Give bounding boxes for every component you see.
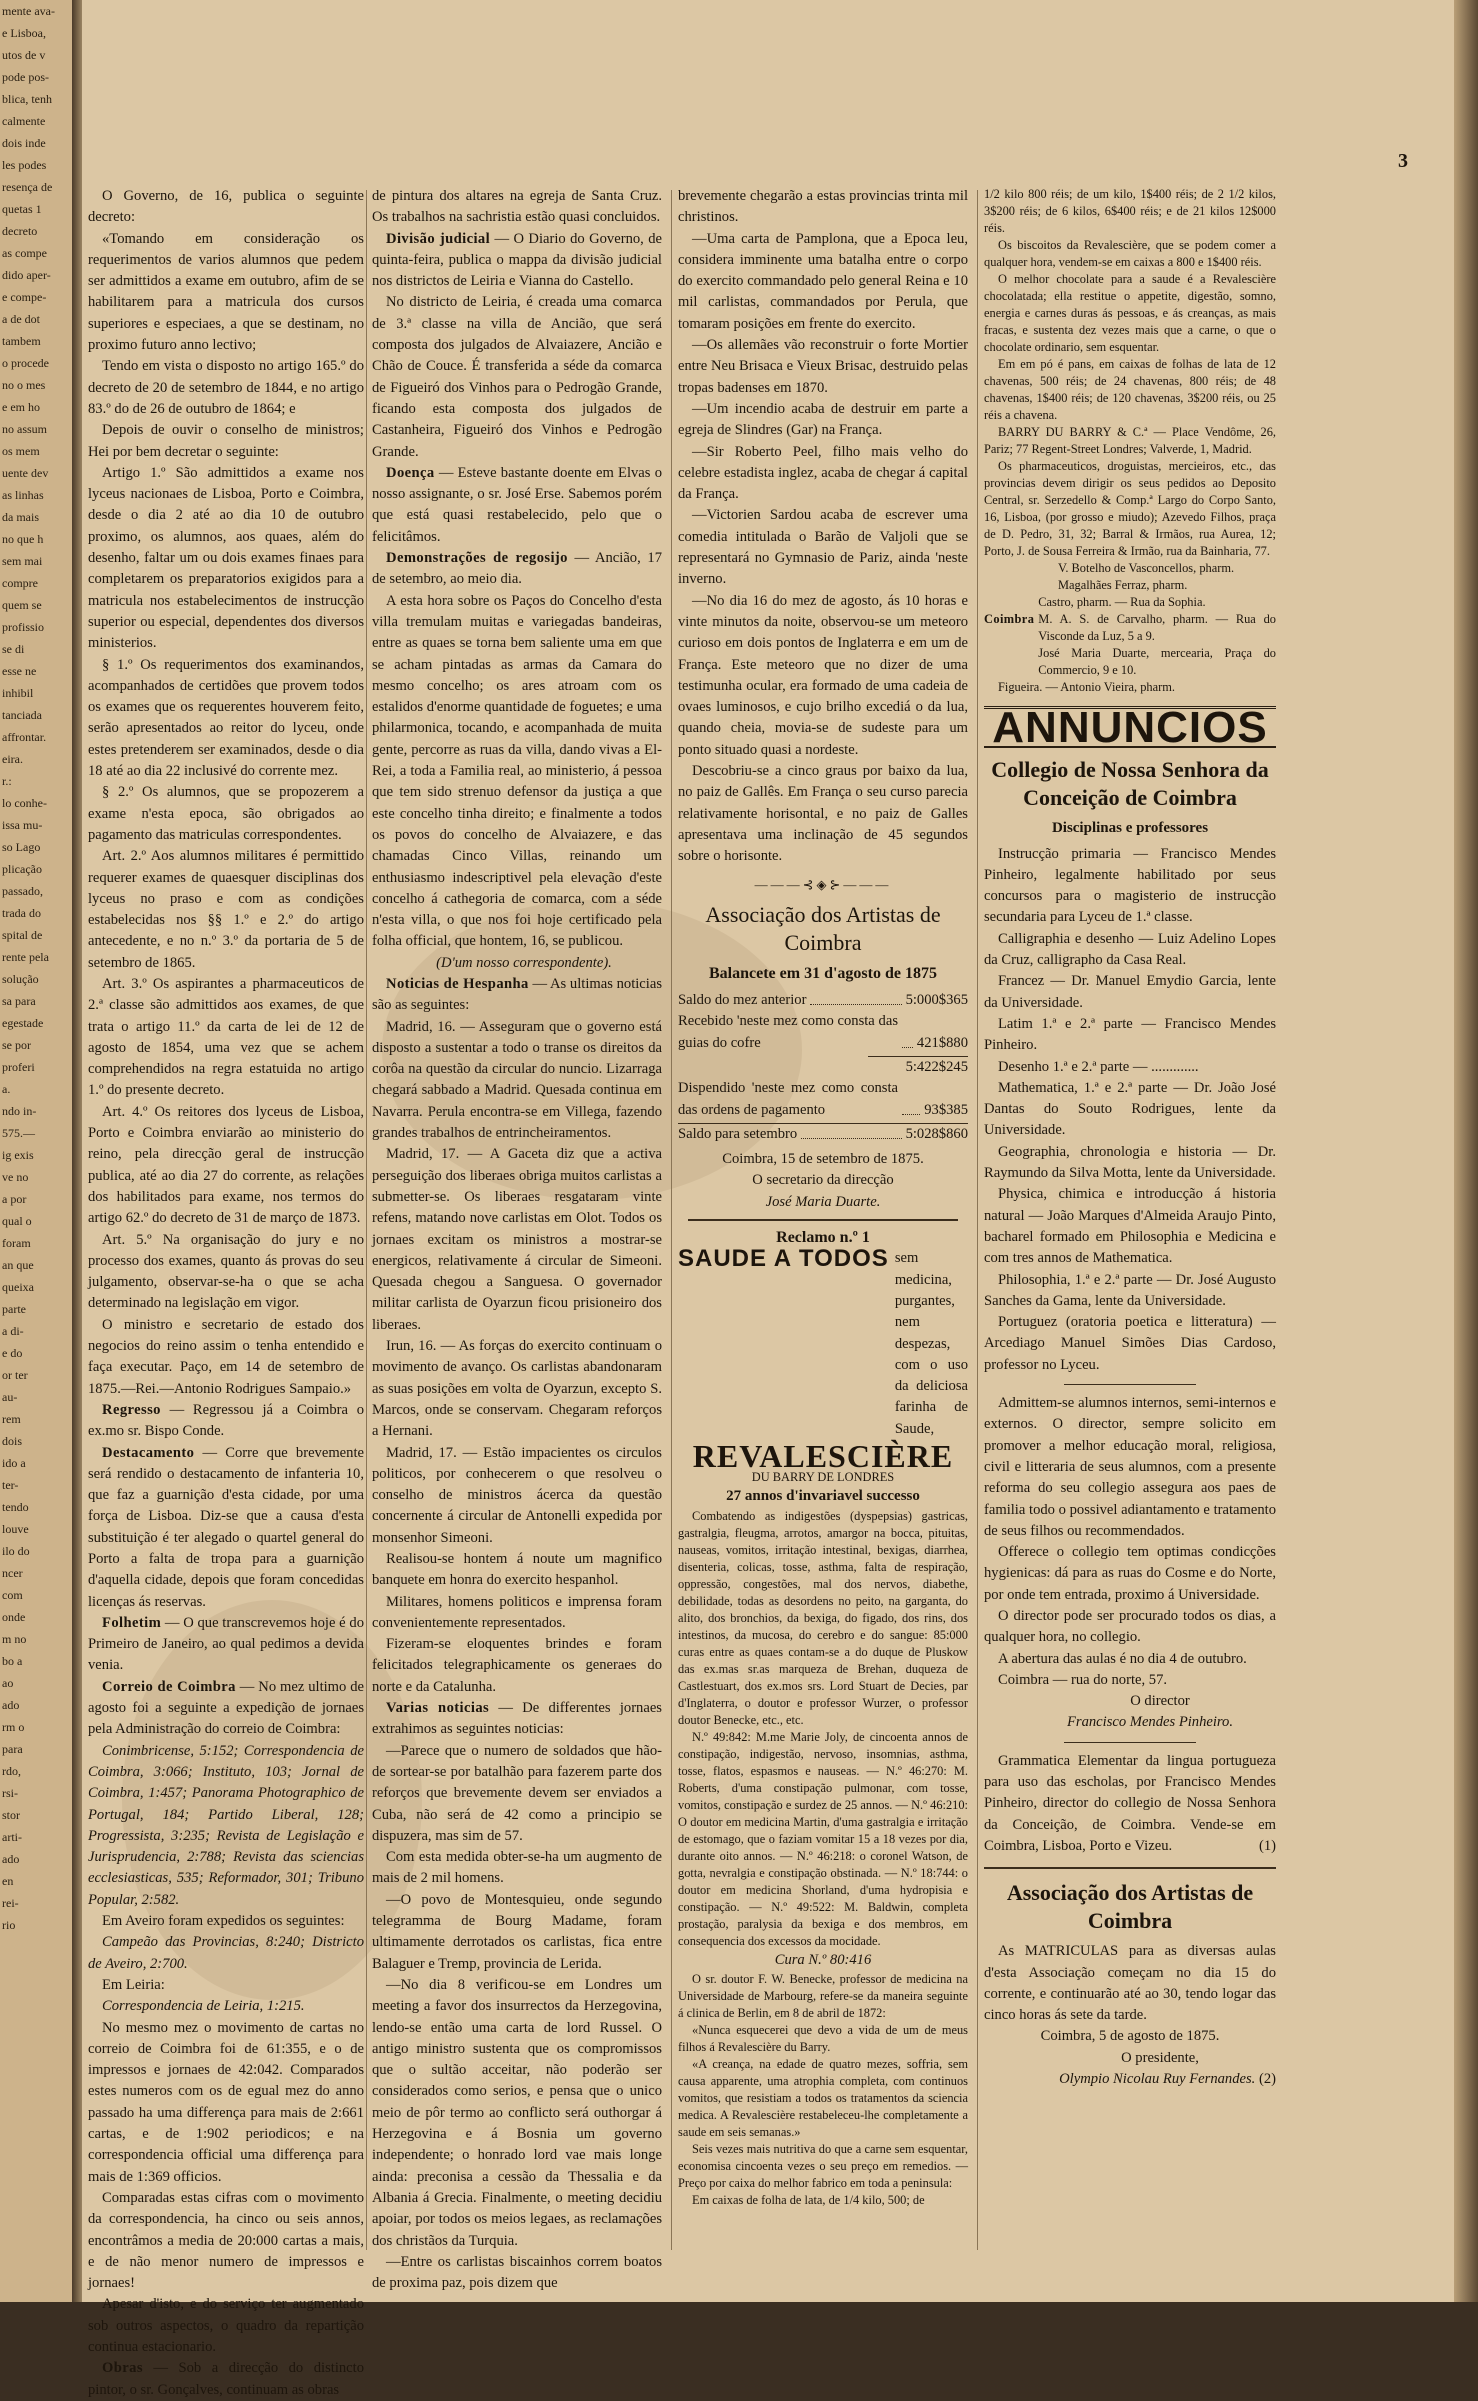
signature-line (984, 2069, 1276, 2090)
prev-page-fragment: an que (2, 1258, 34, 1272)
prev-page-fragment: rem (2, 1412, 21, 1426)
article-paragraph: § 1.º Os requerimentos dos examinandos, acompanhados de certidões que provem todos os exames que os requerentes houverem feito, serão apresentados ao reitor do lyceu, onde estes pretenderem ser examinados, desde o dia 18 até ao dia 22 inclusivé do corrente mez. (88, 656, 364, 780)
heading: Regresso (102, 1401, 161, 1418)
row-value: 421$880 (916, 1034, 968, 1051)
prev-page-fragment: rm o (2, 1720, 25, 1734)
article-paragraph: Art. 3.º Os aspirantes a pharmaceuticos de 2.ª classe são admittidos aos exames, de que trata o artigo 11.º da carta de lei de 12 de agosto de 1854, uma vez que se achem comprehendidos na regra estatuida no artigo 1.º do presente decreto. (88, 975, 364, 1099)
prev-page-fragment: solução (2, 972, 39, 986)
discipline-item: Geographia, chronologia e historia — Dr. Raymundo da Silva Motta, lente da Universidade. (984, 1143, 1276, 1182)
article-paragraph: Art. 4.º Os reitores dos lyceus de Lisboa, Porto e Coimbra enviarão ao ministerio do reino, pela direcção geral de instrucção publica, até ao dia 27 do corrente, as relações dos habilitados para exame, nos termos do artigo 62.º do decreto de 31 de março de 1873. (88, 1103, 364, 1227)
ad-paragraph: Castro, pharm. — Rua da Sophia. (1038, 595, 1206, 609)
ad-number: (1) (1258, 1837, 1276, 1854)
article-paragraph: O ministro e secretario de estado dos negocios do reino assim o tenha entendido e faça executar. Paço, em 14 de setembro de 1875.—Rei.—Antonio Rodrigues Sampaio.» (88, 1316, 364, 1397)
prev-page-fragment: as linhas (2, 488, 44, 502)
prev-page-fragment: issa mu- (2, 818, 43, 832)
prev-page-fragment: tambem (2, 334, 41, 348)
ad-paragraph: V. Botelho de Vasconcellos, pharm. (1058, 561, 1235, 575)
prev-page-fragment: e em ho (2, 400, 40, 414)
saude-headline: SAUDE A TODOS (678, 1245, 889, 1273)
prev-page-fragment: spital de (2, 928, 43, 942)
prev-page-fragment: bo a (2, 1654, 23, 1668)
previous-page-edge (0, 0, 74, 2302)
article-paragraph: Artigo 1.º São admittidos a exame nos lyceus nacionaes de Lisboa, Porto e Coimbra, desde o dia 2 até ao dia 10 de outubro proximo, os alumnos, aos quaes, além do desenho, faltar um ou dois exames finaes para completarem os preparatorios exigidos para a matricula nos estabelecimentos de instrucção superior ou especial, dependentes dos diversos ministerios. (88, 464, 364, 652)
saude-text: sem medicina, purgantes, nem despezas, com o uso da deliciosa farinha de Saude, (894, 1250, 968, 1437)
article-paragraph: Admittem-se alumnos internos, semi-internos e externos. O director, sempre solicito em promover a melhor educação moral, religiosa, civil e litteraria de seus alumnos, com a presente reforma do seu collegio assegura aos paes de familia todo o possivel adiantamento e tratamento de seus filhos ou recommendados. (984, 1395, 1276, 1539)
article-paragraph: No mesmo mez o movimento de cartas no correio de Coimbra foi de 61:355, e o de impressos e jornaes de 42:042. Comparados estes numeros com os de egual mez do anno passado ha uma differença para mais de 2:661 cartas, e de 1:902 periodicos; e na correspondencia official uma differença para mais de 1:369 officios. (88, 2019, 364, 2185)
ad-paragraph: «Nunca esquecerei que devo a vida de um de meus filhos á Revalescière du Barry. (678, 2022, 968, 2054)
prev-page-fragment: e compe- (2, 290, 47, 304)
prev-page-fragment: sa para (2, 994, 36, 1008)
collegio-title: Collegio de Nossa Senhora da Conceição de Coimbra (991, 757, 1269, 811)
row-label: Dispendido 'neste mez como consta das ordens de pagamento (678, 1080, 898, 1118)
text: — Esteve bastante doente em Elvas o nosso assignante, o sr. José Erse. Sabemos porém que está quasi restabelecido, pelo que o felicitâmos. (372, 464, 662, 545)
news-item-regresso (88, 1400, 364, 1443)
ad-paragraph: O sr. doutor F. W. Benecke, professor de medicina na Universidade de Marbourg, refere-se da maneira seguinte á clinica de Berlin, em 8 de abril de 1872: (678, 1971, 968, 2020)
article-paragraph: Em Leiria: (102, 1976, 165, 1993)
prev-page-fragment: a por (2, 1192, 27, 1206)
news-item-divisao (372, 229, 662, 293)
ad-paragraph: O melhor chocolate para a saude é a Revalescière chocolatada; ella restitue o appetite, digestão, somno, energia e carnes duras ás pessoas, e ás creanças, as mais fracas, e sustenta dez vezes mais que a carne, o que o chocolate ordinario, sem esquentar. (984, 272, 1276, 354)
prev-page-fragment: au- (2, 1390, 18, 1404)
article-paragraph: —O povo de Montesquieu, onde segundo telegramma de Bourg Madame, foram ultimamente derrotados os carlistas, fica entre Balaguer e Tremp, provincia de Lerida. (372, 1891, 662, 1972)
prev-page-fragment: ao (2, 1676, 14, 1690)
prev-page-fragment: rei- (2, 1896, 19, 1910)
article-paragraph: A abertura das aulas é no dia 4 de outubro. (998, 1650, 1247, 1667)
heading: Divisão judicial (386, 230, 491, 247)
prev-page-fragment: a di- (2, 1324, 24, 1338)
prev-page-fragment: ilo do (2, 1544, 30, 1558)
article-paragraph: —No dia 16 do mez de agosto, ás 10 horas e vinte minutos da noite, observou-se um meteoro curioso em dois pontos de Inglaterra e em um de França. Este meteoro que no dizer de uma testimunha ocular, era formado de uma cadeia de ovaes luminosos, e cujo brilho excediá o da lua, quando cheia, movia-se de sudeste para um ponto situado quasi a nordeste. (678, 592, 968, 758)
signature-role: O secretario da direcção (752, 1172, 894, 1189)
prev-page-fragment: no assum (2, 422, 47, 436)
prev-page-fragment: tanciada (2, 708, 42, 722)
disciplinas-heading: Disciplinas e professores (1051, 820, 1209, 837)
revalesciere-title: REVALESCIÈRE (692, 1438, 954, 1475)
prev-page-fragment: egestade (2, 1016, 44, 1030)
prev-page-fragment: os mem (2, 444, 40, 458)
article-paragraph: O director pode ser procurado todos os dias, a qualquer hora, no collegio. (984, 1607, 1276, 1646)
prev-page-fragment: para (2, 1742, 23, 1756)
balancete-row (678, 1078, 968, 1121)
article-paragraph: Campeão das Provincias, 8:240; Districto de Aveiro, 2:700. (88, 1934, 364, 1972)
heading: Correio de Coimbra (102, 1678, 236, 1695)
prev-page-fragment: blica, tenh (2, 92, 52, 106)
article-paragraph: Em Aveiro foram expedidos os seguintes: (102, 1913, 345, 1930)
prev-page-fragment: com (2, 1588, 23, 1602)
divider (1064, 1384, 1196, 1385)
prev-page-fragment: affrontar. (2, 730, 47, 744)
news-item-varias (372, 1698, 662, 1741)
column-3 (678, 186, 968, 2276)
reclamo-title: Reclamo n.º 1 (776, 1229, 870, 1247)
prev-page-fragment: sem mai (2, 554, 43, 568)
text: — Regressou já a Coimbra o ex.mo sr. Bispo Conde. (88, 1401, 364, 1440)
ad-paragraph: «A creança, na edade de quatro mezes, soffria, sem causa apparente, uma atrophia completa, com continuos vomitos, que resistiam a todos os tratamentos da sciencia medica. A Revalescière restabeleceu-lhe completamente a saude em seis semanas.» (678, 2056, 968, 2139)
text: — No mez ultimo de agosto foi a seguinte a expedição de jornaes pela Administração do correio de Coimbra: (88, 1678, 364, 1738)
page-edge (1454, 0, 1478, 2302)
article-paragraph: Comparadas estas cifras com o movimento da correspondencia, ha cinco ou seis annos, encontrâmos a media de 20:000 cartas a mais, e de não menor numero de impressos e jornaes! (88, 2189, 364, 2292)
article-paragraph: Art. 2.º Aos alumnos militares é permittido requerer exames de quaesquer disciplinas dos lyceus no praso e com as condições estabelecidas nos §§ 1.º e 2.º do artigo antecedente, e no n.º 3.º da portaria de 5 de setembro de 1865. (88, 848, 364, 971)
prev-page-fragment: esse ne (2, 664, 37, 678)
article-paragraph: No districto de Leiria, é creada uma comarca de 3.ª classe na villa de Ancião, que será composta dos julgados de Alvaiazere, Ancião e Chão de Couce. É transferida a séde da comarca de Figueiró dos Vinhos para o Pedrogão Grande, ficando esta composta dos julgados de Castanheira, Figueiró dos Vinhos e Pedrogão Grande. (372, 294, 662, 460)
prev-page-fragment: resença de (2, 180, 53, 194)
column-4 (984, 186, 1276, 2276)
heading: Varias noticias (386, 1700, 490, 1717)
article-paragraph: de pintura dos altares na egreja de Santa Cruz. Os trabalhos na sachristia estão quasi concluidos. (372, 188, 662, 226)
news-item-demonstracoes (372, 548, 662, 591)
article-paragraph: § 2.º Os alumnos, que se propozerem a exame n'esta epoca, são obrigados ao pagamento das matriculas correspondentes. (88, 784, 364, 843)
ad-paragraph: 1/2 kilo 800 réis; de um kilo, 1$400 réis; de 2 1/2 kilos, 3$200 réis; de 6 kilos, 6$400 réis; e de 21 kilos 12$000 réis. (984, 187, 1276, 235)
prev-page-fragment: trada do (2, 906, 41, 920)
article-paragraph: Art. 5.º Na organisação do jury e no processo dos exames, quanto ás provas do seu julgamento, observar-se-ha o que se acha determinado na legislação em vigor. (88, 1231, 364, 1312)
article-paragraph: Descobriu-se a cinco graus por baixo da lua, no paiz de Gallês. Em França o seu curso parecia relativamente horisontal, e no paiz de Galles apresentava uma inclinação de 45 segundos sobre o horisonte. (678, 763, 968, 865)
prev-page-fragment: as compe (2, 246, 47, 260)
text: Grammatica Elementar da lingua portugueza para uso das escholas, por Francisco Mendes Pinheiro, director do collegio de Nossa Senhora da Conceição, de Coimbra. Vende-se em Coimbra, Lisboa, Porto e Vizeu. (984, 1752, 1276, 1854)
prev-page-fragment: arti- (2, 1830, 22, 1844)
heading: Folhetim (102, 1614, 162, 1631)
cura-heading: Cura N.º 80:416 (774, 1951, 872, 1968)
prev-page-fragment: dois inde (2, 136, 46, 150)
prev-page-fragment: mente ava- (2, 4, 55, 18)
divider (1064, 1742, 1196, 1743)
prev-page-fragment: passado, (2, 884, 43, 898)
prev-page-fragment: m no (2, 1632, 27, 1646)
article-paragraph: O Governo, de 16, publica o seguinte decreto: (88, 188, 364, 226)
signature: Francisco Mendes Pinheiro. (1066, 1714, 1234, 1731)
prev-page-fragment: quetas 1 (2, 202, 42, 216)
annos-heading: 27 annos d'invariavel successo (726, 1488, 920, 1505)
discipline-item: Calligraphia e desenho — Luiz Adelino Lopes da Cruz, calligrapho da Casa Real. (984, 930, 1276, 969)
prev-page-fragment: rio (2, 1918, 16, 1932)
news-item-doenca (372, 463, 662, 548)
text: — As ultimas noticias são as seguintes: (372, 975, 662, 1014)
prev-page-fragment: onde (2, 1610, 26, 1624)
ad-paragraph: M. A. S. de Carvalho, pharm. — Rua do Visconde da Luz, 5 a 9. (1038, 612, 1276, 643)
ad-paragraph: BARRY DU BARRY & C.ª — Place Vendôme, 26, Pariz; 77 Regent-Street Londres; Valverde, 1, Madrid. (984, 425, 1276, 456)
ad-paragraph: Os biscoitos da Revalescière, que se podem comer a qualquer hora, vendem-se em caixas a 800 e 1$400 réis. (984, 238, 1276, 269)
column-1 (82, 186, 364, 2398)
coimbra-list (984, 594, 1276, 679)
prev-page-fragment: utos de v (2, 48, 46, 62)
balancete-row (678, 1123, 968, 1145)
prev-page-fragment: r.: (2, 774, 12, 788)
coimbra-entries (1038, 594, 1276, 679)
signature-role: O director (1130, 1693, 1190, 1710)
article-paragraph: Coimbra — rua do norte, 57. (998, 1671, 1168, 1688)
prev-page-fragment: queixa (2, 1280, 34, 1294)
article-paragraph: Correspondencia de Leiria, 1:215. (102, 1998, 305, 2015)
prev-page-fragment: calmente (2, 114, 46, 128)
discipline-item: Mathematica, 1.ª e 2.ª parte — Dr. João José Dantas do Souto Rodrigues, lente da Universidade. (984, 1079, 1276, 1139)
text: — De differentes jornaes extrahimos as seguintes noticias: (372, 1700, 662, 1738)
prev-page-fragment: ncer (2, 1566, 23, 1580)
text: — O Diario do Governo, de quinta-feira, publica o mappa da divisão judicial nos districtos de Leiria e Vianna do Castello. (372, 230, 662, 290)
article-paragraph: —Entre os carlistas biscainhos correm boatos de proxima paz, pois dizem que (372, 2253, 662, 2292)
prev-page-fragment: rdo, (2, 1764, 21, 1778)
prev-page-fragment: stor (2, 1808, 20, 1822)
binding-gutter (72, 0, 82, 2302)
article-paragraph: —Parece que o numero de soldados que hão-de sortear-se por batalhão para fazerem parte dos reforços que brevemente devem ser enviados a Cuba, não será de 42 como a principio se dispuzera, mas sim de 57. (372, 1742, 662, 1844)
byline: (D'um nosso correspondente). (436, 954, 612, 971)
prev-page-fragment: qual o (2, 1214, 32, 1228)
place-date: Coimbra, 15 de setembro de 1875. (722, 1151, 924, 1168)
balancete-row (678, 990, 968, 1011)
annuncios-header: ANNUNCIOS (984, 706, 1276, 748)
barry-subtitle: DU BARRY DE LONDRES (751, 1470, 895, 1485)
grammatica-ad (984, 1751, 1276, 1857)
news-item-obras (88, 2358, 364, 2401)
place-date: Coimbra, 5 de agosto de 1875. (1040, 2028, 1220, 2045)
row-value: 5:000$365 (905, 992, 968, 1009)
article-paragraph: As MATRICULAS para as diversas aulas d'esta Associação começam no dia 15 do corrente, e continuarão até ao 30, tendo logar das cinco horas ás sete da tarde. (984, 1943, 1276, 2024)
row-value: 5:028$860 (905, 1125, 968, 1142)
article-paragraph: Depois de ouvir o conselho de ministros; Hei por bem decretar o seguinte: (88, 422, 364, 460)
prev-page-fragment: profissio (2, 620, 44, 634)
ad-paragraph: Em em pó é pans, em caixas de folhas de lata de 12 chavenas, 500 réis; de 24 chavenas, 800 réis; de 48 chavenas, 1$400 réis; de 120 chavenas, 3$200 réis, ou 25 réis a chavena. (984, 357, 1276, 422)
row-label: Saldo do mez anterior (678, 992, 807, 1009)
article-paragraph: Com esta medida obter-se-ha um augmento de mais de 2 mil homens. (372, 1849, 662, 1887)
prev-page-fragment: dois (2, 1434, 23, 1448)
text: — Ancião, 17 de setembro, ao meio dia. (372, 550, 662, 588)
article-paragraph: —Victorien Sardou acaba de escrever uma comedia intitulada o Barão de Valjoli que se representará no Gymnasio de Pariz, ainda 'neste inverno. (678, 507, 968, 588)
prev-page-fragment: eira. (2, 752, 23, 766)
article-paragraph: Fizeram-se eloquentes brindes e foram felicitados telegraphicamente os generaes do norte e da Catalunha. (372, 1636, 662, 1695)
newspaper-sheet (82, 0, 1454, 2398)
saude-block (678, 1245, 968, 1440)
row-value: 93$385 (924, 1101, 968, 1118)
article-paragraph: Tendo em vista o disposto no artigo 165.º do decreto de 20 de setembro de 1844, e no artigo 83.º do de 26 de outubro de 1864; e (88, 358, 364, 417)
prev-page-fragment: tendo (2, 1500, 29, 1514)
prev-page-fragment: louve (2, 1522, 29, 1536)
ad-number: (2) (1258, 2071, 1276, 2088)
article-paragraph: A esta hora sobre os Paços do Concelho d'esta villa tremulam muitas e variegadas bandeiras, entre as quaes se torna bem saliente uma em que se acham pintadas as armas da Camara do mesmo concelho; os ares atroam com os estalidos d'enorme quantidade de foguetes; e uma philarmonica, tocando, e acompanhada de muita gente, percorre as ruas da villa, dando vivas a El-Rei, a toda a Familia real, ao ministerio, á pessoa que tem sido strenuo defensor da justiça a que este concelho tinha direito; e finalmente a todos os povos do concelho de Alvaiazere, e das chamadas Cinco Villas, reinando um enthusiasmo indescriptivel pela elevação d'este concelho á cathegoria de comarca, com a séde n'esta villa, o que nos foi hoje certificado pela folha official, que hontem, 16, se publicou. (372, 592, 662, 950)
prev-page-fragment: or ter (2, 1368, 28, 1382)
text: — Corre que brevemente será rendido o destacamento de infanteria 10, que faz a guarnição d'esta cidade, por uma força de Lisboa. Diz-se que a causa d'esta substituição é ter alegado o quartel general do Porto a falta de tropa para a guarnição d'aquella cidade, depois que foram concedidas licenças ás reservas. (88, 1444, 364, 1610)
article-paragraph: Madrid, 17. — A Gaceta diz que a activa perseguição dos liberaes obriga muitos carlistas a submetter-se. Os liberaes resgataram vinte refens, matando nove carlistas em Olot. Todos os jornaes excitam os ministros a mostrar-se energicos, relativamente á circular de Simeoni. Quesada chegou a Sanguesa. O governador militar carlista de Oyarzun ficou prisioneiro dos liberaes. (372, 1146, 662, 1333)
balancete-row (678, 1011, 968, 1054)
column-2 (372, 186, 662, 2292)
discipline-item: Latim 1.ª e 2.ª parte — Francisco Mendes Pinheiro. (984, 1015, 1276, 1054)
article-paragraph: Militares, homens politicos e imprensa foram convenientemente representados. (372, 1593, 662, 1631)
prev-page-fragment: se di (2, 642, 25, 656)
balancete-title: Balancete em 31 d'agosto de 1875 (709, 964, 937, 982)
prev-page-fragment: 575.— (2, 1126, 35, 1140)
article-paragraph: —Uma carta de Pamplona, que a Epoca leu, considera imminente uma batalha entre o corpo do exercito commandado pelo general Reina e 10 mil carlistas, commandados por Perula, que tomaram posições em frente do exercito. (678, 230, 968, 332)
prev-page-fragment: ig exis (2, 1148, 34, 1162)
prev-page-fragment: en (2, 1874, 14, 1888)
signature: José Maria Duarte. (765, 1193, 881, 1210)
text: — Sob a direcção do distincto pintor, o sr. Gonçalves, continuam as obras (88, 2360, 364, 2398)
article-paragraph: Offerece o collegio tem optimas condicções hygienicas: dá para as ruas do Cosme e do Norte, por onde tem entrada, proximo á Universidade. (984, 1544, 1276, 1603)
prev-page-fragment: e do (2, 1346, 23, 1360)
prev-page-fragment: da mais (2, 510, 39, 524)
news-item-folhetim (88, 1613, 364, 1677)
prev-page-fragment: ido a (2, 1456, 26, 1470)
prev-page-fragment: a. (2, 1082, 11, 1096)
ad-paragraph: Seis vezes mais nutritiva do que a carne sem esquentar, economisa cincoenta vezes o seu preço em remedios. — Preço por caixa do melhor fabrico em toda a peninsula: (678, 2141, 968, 2190)
article-paragraph: Madrid, 17. — Estão impacientes os circulos politicos, por conhecerem o que resolveu o conselho de ministros ácerca da questão concernente á circular de Antonelli expedida por monsenhor Simeoni. (372, 1444, 662, 1546)
row-label: Recebido 'neste mez como consta das guias do cofre (678, 1013, 898, 1051)
heading: Destacamento (102, 1444, 195, 1461)
article-paragraph: Apesar d'isto, e do serviço ter augmentado sob outros aspectos, o quadro da repartição continua estacionario. (88, 2296, 364, 2355)
discipline-item: Desenho 1.ª e 2.ª parte — ............. (998, 1058, 1199, 1075)
prev-page-fragment: inhibil (2, 686, 34, 700)
assoc2-title: Associação dos Artistas de Coimbra (1006, 1880, 1254, 1934)
prev-page-fragment: o procede (2, 356, 49, 370)
prev-page-fragment: rsi- (2, 1786, 18, 1800)
ad-paragraph: N.º 49:842: M.me Marie Joly, de cincoenta annos de constipação, indigestão, nervoso, insomnias, asthma, tosse, flatos, espasmos e nauseas. — N.º 46:270: M. Roberts, d'uma constipação pulmonar, com tosse, vomitos, constipação e surdez de 25 annos. — N.º 46:210: O doutor em medicina Martin, d'uma gastralgia e irritação de estomago, que o faziam vomitar 15 a 18 vezes por dia, durante oito annos. — N.º 46:218: o coronel Watson, de gotta, nevralgia e constipação obstinada. — N.º 18:744: o doutor em medicina Shorland, d'uma hydropisia e constipação. — N.º 49:522: M. Baldwin, completa prostação, paralysia da bexiga e dos membros, em consequencia dos excessos da mocidade. (678, 1729, 968, 1948)
article-paragraph: brevemente chegarão a estas provincias trinta mil christinos. (678, 188, 968, 226)
prev-page-fragment: lo conhe- (2, 796, 47, 810)
discipline-item: Francez — Dr. Manuel Emydio Garcia, lente da Universidade. (984, 973, 1276, 1011)
row-label: Saldo para setembro (678, 1125, 798, 1142)
ad-paragraph: Magalhães Ferraz, pharm. (1058, 578, 1188, 592)
assoc-title: Associação dos Artistas de Coimbra (705, 901, 941, 955)
news-item-hespanha (372, 974, 662, 1017)
discipline-item: Physica, chimica e introducção á historia natural — João Marques d'Almeida Araujo Pinto, bacharel formado em Philosophia e Medicina e com tres annos de Mathematica. (984, 1186, 1276, 1267)
prev-page-fragment: no que h (2, 532, 44, 546)
article-paragraph: Irun, 16. — As forças do exercito continuam o movimento de avanço. Os carlistas abandonaram as suas posições em volta de Oyarzun, excepto S. Marcos, onde se conservam. Chegaram reforços a Hernani. (372, 1338, 662, 1440)
prev-page-fragment: les podes (2, 158, 47, 172)
ad-paragraph: Em caixas de folha de lata, de 1/4 kilo, 500; de (692, 2192, 925, 2207)
ornament-divider: ———⊰◈⊱——— (754, 876, 892, 892)
prev-page-fragment: plicação (2, 862, 42, 876)
article-paragraph: «Tomando em consideração os requerimentos de varios alumnos que pedem ser admittidos a exame em outubro, afim de se habilitarem para a matricula dos cursos superiores e especiaes, a que se destinam, no proximo futuro anno lectivo; (88, 230, 364, 354)
prev-page-fragment: pode pos- (2, 70, 49, 84)
discipline-item: Philosophia, 1.ª e 2.ª parte — Dr. José Augusto Sanches da Gama, lente da Universidade. (984, 1271, 1276, 1309)
prev-page-fragment: uente dev (2, 466, 49, 480)
heading: Noticias de Hespanha (386, 975, 529, 992)
balancete-subtotal: 5:422$245 (868, 1056, 968, 1078)
prev-page-fragment: ado (2, 1698, 20, 1712)
page-number: 3 (1398, 150, 1408, 172)
prev-page-fragment: dido aper- (2, 268, 51, 282)
divider (688, 1219, 958, 1221)
prev-page-fragment: rente pela (2, 950, 49, 964)
ad-paragraph: José Maria Duarte, mercearia, Praça do Commercio, 9 e 10. (1038, 646, 1276, 677)
prev-page-fragment: ter- (2, 1478, 19, 1492)
article-paragraph: Conimbricense, 5:152; Correspondencia de Coimbra, 3:066; Instituto, 103; Jornal de Coimbra, 1:457; Panorama Photographico de Portugal, 184; Partido Liberal, 128; Progressista, 3:235; Revista de Legislação e Jurisprudencia, 2:788; Revista das sciencias ecclesiasticas, 535; Reformador, 301; Tribuno Popular, 2:582. (88, 1742, 364, 1908)
article-paragraph: Madrid, 16. — Asseguram que o governo está disposto a sustentar a todo o transe os direitos da corôa na questão da circular do nuncio. Lizarraga chegará sabbado a Madrid. Quesada continua em Navarra. Perula encontra-se em Villega, fazendo grandes trabalhos de entrincheiramentos. (372, 1018, 662, 1142)
heading: Demonstrações de regosijo (386, 550, 568, 567)
signature: Olympio Nicolau Ruy Fernandes. (1059, 2071, 1256, 2088)
article-paragraph: Realisou-se hontem á noute um magnifico banquete em honra do exercito hespanhol. (372, 1551, 662, 1589)
signature-role: O presidente, (1121, 2049, 1199, 2066)
prev-page-fragment: proferi (2, 1060, 35, 1074)
prev-page-fragment: quem se (2, 598, 42, 612)
article-paragraph: —Sir Roberto Peel, filho mais velho do celebre estadista inglez, acaba de chegar á capital da França. (678, 443, 968, 503)
discipline-item: Instrucção primaria — Francisco Mendes Pinheiro, legalmente habilitado por seus concursos para o magisterio de instrucção secundaria para Lyceu de 1.ª classe. (984, 845, 1276, 926)
prev-page-fragment: compre (2, 576, 38, 590)
coimbra-label: Coimbra (984, 612, 1035, 626)
prev-page-fragment: se por (2, 1038, 31, 1052)
ad-paragraph: Figueira. — Antonio Vieira, pharm. (998, 680, 1175, 694)
prev-page-fragment: ve no (2, 1170, 29, 1184)
text: — O que transcrevemos hoje é do Primeiro de Janeiro, ao qual pedimos a devida venia. (88, 1614, 364, 1674)
prev-page-fragment: foram (2, 1236, 31, 1250)
prev-page-fragment: e Lisboa, (2, 26, 46, 40)
divider (984, 1867, 1276, 1869)
article-paragraph: —Os allemães vão reconstruir o forte Mortier entre Neu Brisaca e Vieux Brisac, destruido pelas tropas badenses em 1870. (678, 337, 968, 396)
prev-page-fragment: decreto (2, 224, 38, 238)
ad-paragraph: Combatendo as indigestões (dyspepsias) gastricas, gastralgia, fleugma, arrotos, amargor na bocca, pituitas, nauseas, vomitos, irritação intestinal, bexigas, diarrhea, disenteria, colicas, tosse, asthma, falta de respiração, oppressão, congestões, mal dos nervos, diabethe, debilidade, todas as desordens no peito, na garganta, do alito, dos bronchios, da bexiga, do figado, dos rins, dos intestinos, da mucosa, do cerebro e do sangue: 85:000 curas entre as quaes contam-se a do duque de Pluskow das ex.mas sr.as marqueza de Brehan, duqueza de Castlestuart, dos ex.mos srs. Lord Stuart de Decies, par d'Inglaterra, o doutor e professor Wurzer, o professor doutor Benecke, etc., etc. (678, 1508, 968, 1727)
heading: Doença (386, 464, 435, 481)
news-item-destacamento (88, 1443, 364, 1613)
prev-page-fragment: parte (2, 1302, 26, 1316)
prev-page-fragment: no o mes (2, 378, 46, 392)
prev-page-fragment: so Lago (2, 840, 41, 854)
heading: Obras (102, 2360, 143, 2377)
prev-page-fragment: ndo in- (2, 1104, 37, 1118)
prev-page-fragment: ado (2, 1852, 20, 1866)
news-item-correio (88, 1677, 364, 1741)
discipline-item: Portuguez (oratoria poetica e litteratura) — Arcediago Manuel Simões Dias Cardoso, professor no Lyceu. (984, 1314, 1276, 1373)
article-paragraph: —Um incendio acaba de destruir em parte a egreja de Slindres (Gar) na França. (678, 400, 968, 439)
article-paragraph: —No dia 8 verificou-se em Londres um meeting a favor dos insurrectos da Herzegovina, lendo-se então uma carta de lord Russel. O antigo ministro sustenta que os compromissos que o sultão acceitar, não poderão ser considerados como serios, e pensa que o unico meio de pôr termo ao conflicto será outhorgar á Herzegovina e á Bosnia um governo independente; o honrado lord vae mais longe ainda: preconisa a cessão da Thessalia e da Albania á Grecia. Finalmente, o meeting decidiu apoiar, por todos os meios legaes, as reclamações dos christãos da Turquia. (372, 1976, 662, 2249)
ad-paragraph: Os pharmaceuticos, droguistas, mercieiros, etc., das provincias devem dirigir os seus pedidos ao Deposito Central, sr. Serzedello & Comp.ª Largo do Corpo Santo, 16, Lisboa, (por grosso e miudo); Azevedo Filhos, praça de D. Pedro, 31, 32; Barral & Irmãos, rua Aurea, 12; Porto, J. de Sousa Ferreira & Irmão, rua da Bainharia, 77. (984, 459, 1276, 558)
prev-page-fragment: a de dot (2, 312, 40, 326)
